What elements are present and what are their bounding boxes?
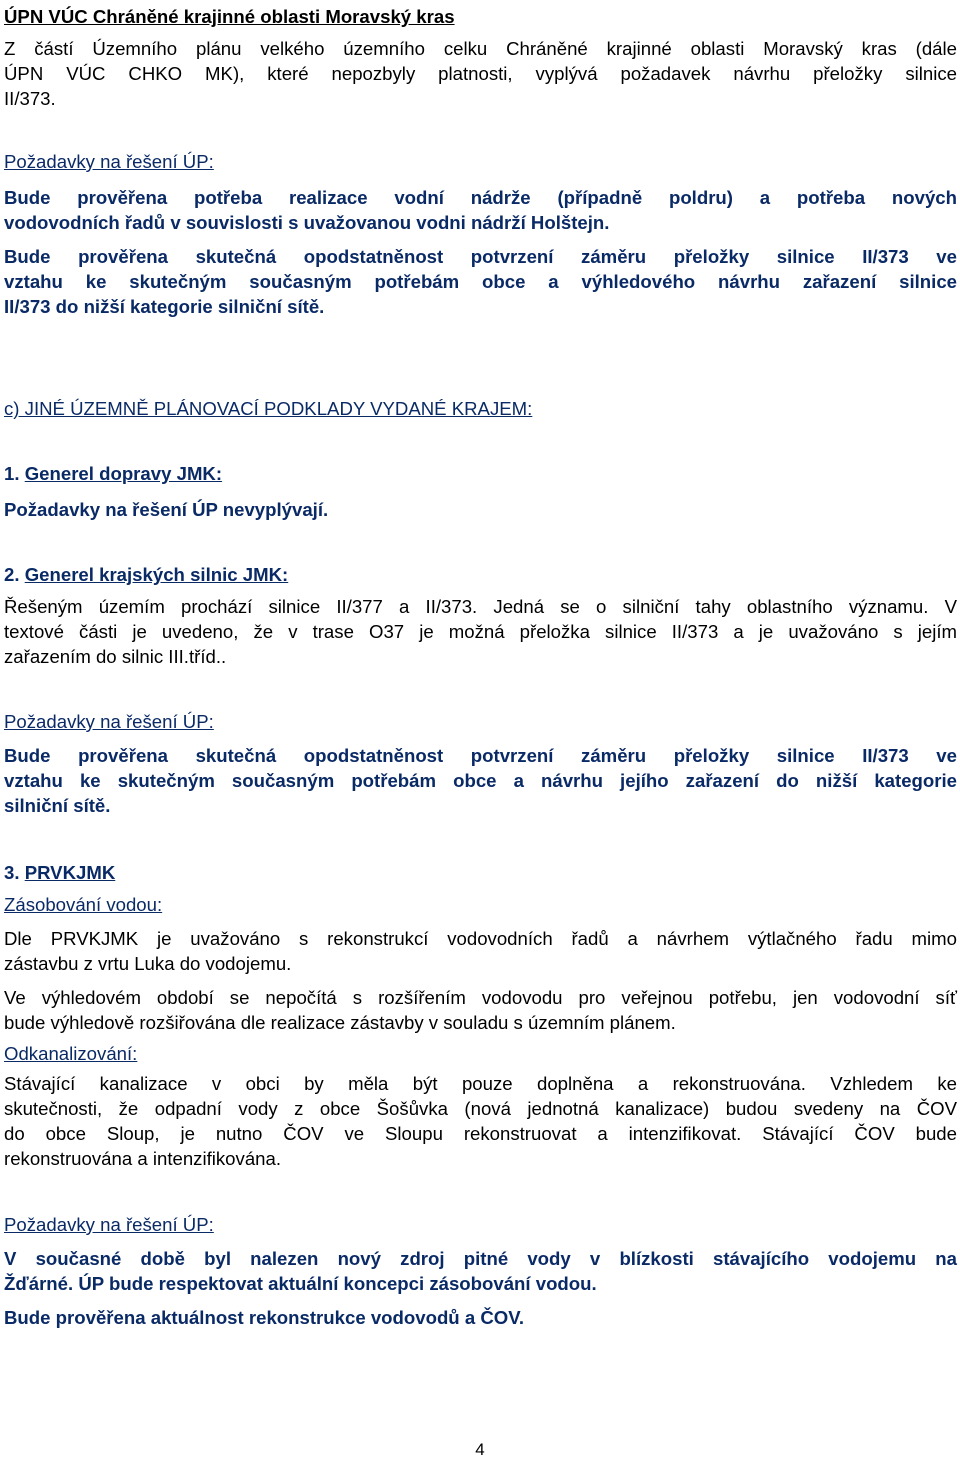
sewer-para-line-1: Stávající kanalizace v obci by měla být pouze doplněna a rekonstruována. Vzhledem ke bbox=[4, 1073, 957, 1094]
intro-line-1: Z částí Územního plánu velkého územního celku Chráněné krajinné oblasti Moravský kras (dále bbox=[4, 38, 957, 59]
item-2-requirements-heading: Požadavky na řešení ÚP: bbox=[4, 711, 214, 732]
requirements-heading: Požadavky na řešení ÚP: bbox=[4, 151, 214, 172]
item-2-req-line-1: Bude prověřena skutečná opodstatněnost potvrzení záměru přeložky silnice II/373 ve bbox=[4, 745, 957, 766]
item-3-req-line-1: V současné době byl nalezen nový zdroj pitné vody v blízkosti stávajícího vodojemu na bbox=[4, 1248, 957, 1269]
requirement-1-line-1: Bude prověřena potřeba realizace vodní nádrže (případně poldru) a potřeba nových bbox=[4, 187, 957, 208]
item-2-req-line-3: silniční sítě. bbox=[4, 795, 111, 816]
sewer-para-line-3: do obce Sloup, je nutno ČOV ve Sloupu rekonstruovat a intenzifikovat. Stávající ČOV bude bbox=[4, 1123, 957, 1144]
item-2-text-line-1: Řešeným územím prochází silnice II/377 a II/373. Jedná se o silniční tahy oblastního významu. V bbox=[4, 596, 957, 617]
sewer-para-line-2: skutečnosti, že odpadní vody z obce Šošůvka (nová jednotná kanalizace) budou svedeny na ČOV bbox=[4, 1098, 957, 1119]
requirement-1-line-2: vodovodních řadů v souvislosti s uvažovanou vodni nádrží Holštejn. bbox=[4, 212, 610, 233]
intro-line-3: II/373. bbox=[4, 88, 56, 109]
sewerage-heading: Odkanalizování: bbox=[4, 1043, 138, 1064]
item-3-number: 3. bbox=[4, 862, 20, 883]
item-1-text: Požadavky na řešení ÚP nevyplývají. bbox=[4, 499, 329, 520]
item-1-heading bbox=[4, 461, 957, 486]
page-title: ÚPN VÚC Chráněné krajinné oblasti Moravský kras bbox=[4, 6, 455, 27]
water-para-1-line-1: Dle PRVKJMK je uvažováno s rekonstrukcí vodovodních řadů a návrhem výtlačného řadu mimo bbox=[4, 928, 957, 949]
intro-line-2: ÚPN VÚC CHKO MK), které nepozbyly platnosti, vyplývá požadavek návrhu přeložky silnice bbox=[4, 63, 957, 84]
item-1-title: Generel dopravy JMK: bbox=[24, 463, 223, 484]
item-2-title: Generel krajských silnic JMK: bbox=[24, 564, 289, 585]
item-1-number: 1. bbox=[4, 463, 20, 484]
page-number: 4 bbox=[475, 1440, 485, 1459]
section-c-heading: c) JINÉ ÚZEMNĚ PLÁNOVACÍ PODKLADY VYDANÉ KRAJEM: bbox=[4, 398, 533, 419]
item-2-req-line-2: vztahu ke skutečným současným potřebám obce a návrhu jejího zařazení do nižší kategorie bbox=[4, 770, 957, 791]
item-2-text-line-3: zařazením do silnic III.tříd.. bbox=[4, 646, 227, 667]
item-3-req-last: Bude prověřena aktuálnost rekonstrukce vodovodů a ČOV. bbox=[4, 1307, 525, 1328]
requirement-2-line-3: II/373 do nižší kategorie silniční sítě. bbox=[4, 296, 325, 317]
item-2-text-line-2: textové části je uvedeno, že v trase O37 je možná přeložka silnice II/373 a je uvažováno s jejím bbox=[4, 621, 957, 642]
water-supply-heading: Zásobování vodou: bbox=[4, 894, 163, 915]
requirement-2-line-2: vztahu ke skutečným současným potřebám obce a výhledového návrhu zařazení silnice bbox=[4, 271, 957, 292]
water-para-2-line-2: bude výhledově rozšiřována dle realizace zástavby v souladu s územním plánem. bbox=[4, 1012, 676, 1033]
requirement-2-line-1: Bude prověřena skutečná opodstatněnost potvrzení záměru přeložky silnice II/373 ve bbox=[4, 246, 957, 267]
item-2-heading bbox=[4, 562, 957, 587]
water-para-1-line-2: zástavbu z vrtu Luka do vodojemu. bbox=[4, 953, 292, 974]
item-2-number: 2. bbox=[4, 564, 20, 585]
sewer-para-line-4: rekonstruována a intenzifikována. bbox=[4, 1148, 282, 1169]
item-3-title: PRVKJMK bbox=[24, 862, 116, 883]
item-3-requirements-heading: Požadavky na řešení ÚP: bbox=[4, 1214, 214, 1235]
water-para-2-line-1: Ve výhledovém období se nepočítá s rozšířením vodovodu pro veřejnou potřebu, jen vodovodní síť bbox=[4, 987, 957, 1008]
item-3-heading bbox=[4, 860, 957, 885]
item-3-req-line-2: Žďárné. ÚP bude respektovat aktuální koncepci zásobování vodou. bbox=[4, 1273, 597, 1294]
